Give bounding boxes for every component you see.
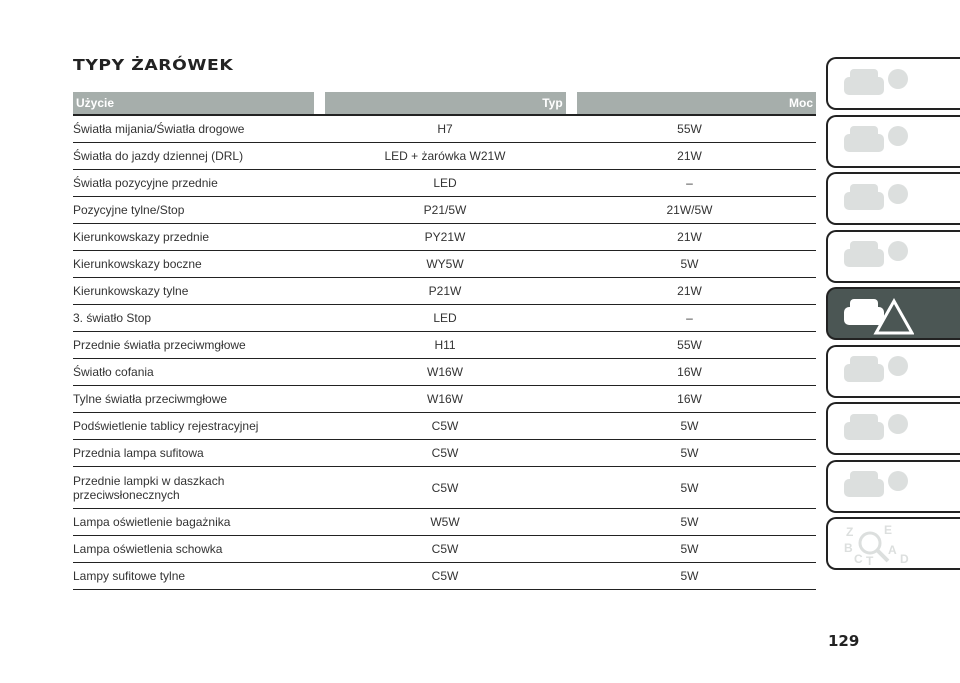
technical-data-icon bbox=[842, 408, 914, 450]
table-row bbox=[73, 116, 816, 143]
usage-cell: Kierunkowskazy tylne bbox=[73, 284, 189, 298]
table-row bbox=[73, 305, 816, 332]
page-number: 129 bbox=[828, 632, 860, 650]
table-row bbox=[73, 467, 816, 509]
table-row bbox=[73, 386, 816, 413]
power-cell: 55W bbox=[677, 122, 702, 136]
multimedia-icon bbox=[842, 465, 914, 507]
power-cell: 21W bbox=[677, 149, 702, 163]
type-cell: C5W bbox=[431, 542, 459, 556]
type-cell: H11 bbox=[434, 338, 456, 352]
power-cell: 5W bbox=[680, 419, 699, 433]
usage-cell: Przednia lampa sufitowa bbox=[73, 446, 204, 460]
table-row bbox=[73, 332, 816, 359]
usage-cell: Przednie lampki w daszkach przeciwsłonecznych bbox=[73, 473, 225, 502]
table-row bbox=[73, 224, 816, 251]
power-cell: – bbox=[686, 176, 693, 190]
header-usage: Użycie bbox=[73, 92, 314, 114]
chapter-tabs bbox=[826, 57, 960, 575]
header-power: Moc bbox=[577, 92, 816, 114]
power-cell: 5W bbox=[680, 569, 699, 583]
usage-cell: Przednie światła przeciwmgłowe bbox=[73, 338, 246, 352]
type-cell: P21W bbox=[428, 284, 462, 298]
chapter-tab-1[interactable] bbox=[826, 57, 960, 110]
type-cell: LED + żarówka W21W bbox=[384, 149, 506, 163]
type-cell: W16W bbox=[427, 365, 463, 379]
table-row bbox=[73, 440, 816, 467]
power-cell: 55W bbox=[677, 338, 702, 352]
chapter-tab-2[interactable] bbox=[826, 115, 960, 168]
chapter-tab-3[interactable] bbox=[826, 172, 960, 225]
page-title: TYPY ŻARÓWEK bbox=[73, 56, 234, 74]
power-cell: 16W bbox=[677, 365, 702, 379]
bulb-types-table bbox=[73, 92, 816, 590]
type-cell: WY5W bbox=[426, 257, 464, 271]
table-row bbox=[73, 197, 816, 224]
table-row bbox=[73, 251, 816, 278]
table-row bbox=[73, 509, 816, 536]
usage-cell: Światło cofania bbox=[73, 365, 154, 379]
power-cell: – bbox=[686, 311, 693, 325]
type-cell: LED bbox=[433, 176, 457, 190]
type-cell: C5W bbox=[431, 480, 459, 495]
power-cell: 5W bbox=[680, 542, 699, 556]
usage-cell: Podświetlenie tablicy rejestracyjnej bbox=[73, 419, 259, 433]
type-cell: PY21W bbox=[424, 230, 466, 244]
key-steering-wheel-icon bbox=[842, 235, 914, 277]
table-row bbox=[73, 563, 816, 590]
index-search-icon bbox=[842, 523, 914, 565]
warning-lights-icon bbox=[842, 120, 914, 162]
table-row bbox=[73, 536, 816, 563]
power-cell: 5W bbox=[680, 446, 699, 460]
usage-cell: 3. światło Stop bbox=[73, 311, 152, 325]
usage-cell: Pozycyjne tylne/Stop bbox=[73, 203, 185, 217]
type-cell: P21/5W bbox=[423, 203, 467, 217]
chapter-tab-5[interactable] bbox=[826, 287, 960, 340]
table-row bbox=[73, 359, 816, 386]
type-cell: C5W bbox=[431, 569, 459, 583]
emergency-triangle-icon bbox=[842, 293, 914, 335]
power-cell: 16W bbox=[677, 392, 702, 406]
type-cell: LED bbox=[433, 311, 457, 325]
type-cell: W16W bbox=[427, 392, 463, 406]
power-cell: 21W bbox=[677, 284, 702, 298]
table-row bbox=[73, 413, 816, 440]
type-cell: C5W bbox=[431, 446, 459, 460]
car-maintenance-icon bbox=[842, 350, 914, 392]
table-row bbox=[73, 170, 816, 197]
header-type: Typ bbox=[325, 92, 565, 114]
usage-cell: Lampy sufitowe tylne bbox=[73, 569, 186, 583]
usage-cell: Światła mijania/Światła drogowe bbox=[73, 122, 245, 136]
power-cell: 21W/5W bbox=[666, 203, 713, 217]
usage-cell: Tylne światła przeciwmgłowe bbox=[73, 392, 228, 406]
usage-cell: Lampa oświetlenia schowka bbox=[73, 542, 223, 556]
chapter-tab-6[interactable] bbox=[826, 345, 960, 398]
usage-cell: Kierunkowskazy przednie bbox=[73, 230, 210, 244]
table-row bbox=[73, 278, 816, 305]
chapter-tab-4[interactable] bbox=[826, 230, 960, 283]
power-cell: 5W bbox=[680, 515, 699, 529]
power-cell: 5W bbox=[680, 480, 699, 495]
chapter-tab-8[interactable] bbox=[826, 460, 960, 513]
safety-airbag-icon bbox=[842, 178, 914, 220]
type-cell: W5W bbox=[430, 515, 460, 529]
table-header bbox=[73, 92, 816, 116]
power-cell: 5W bbox=[680, 257, 699, 271]
type-cell: C5W bbox=[431, 419, 459, 433]
chapter-tab-9[interactable] bbox=[826, 517, 960, 570]
table-row bbox=[73, 143, 816, 170]
usage-cell: Światła pozycyjne przednie bbox=[73, 176, 218, 190]
chapter-tab-7[interactable] bbox=[826, 402, 960, 455]
usage-cell: Lampa oświetlenie bagażnika bbox=[73, 515, 231, 529]
index-letters: Z E B A C T D bbox=[844, 522, 909, 565]
type-cell: H7 bbox=[437, 122, 453, 136]
usage-cell: Kierunkowskazy boczne bbox=[73, 257, 202, 271]
car-info-icon bbox=[842, 63, 914, 105]
power-cell: 21W bbox=[677, 230, 702, 244]
usage-cell: Światła do jazdy dziennej (DRL) bbox=[73, 149, 244, 163]
